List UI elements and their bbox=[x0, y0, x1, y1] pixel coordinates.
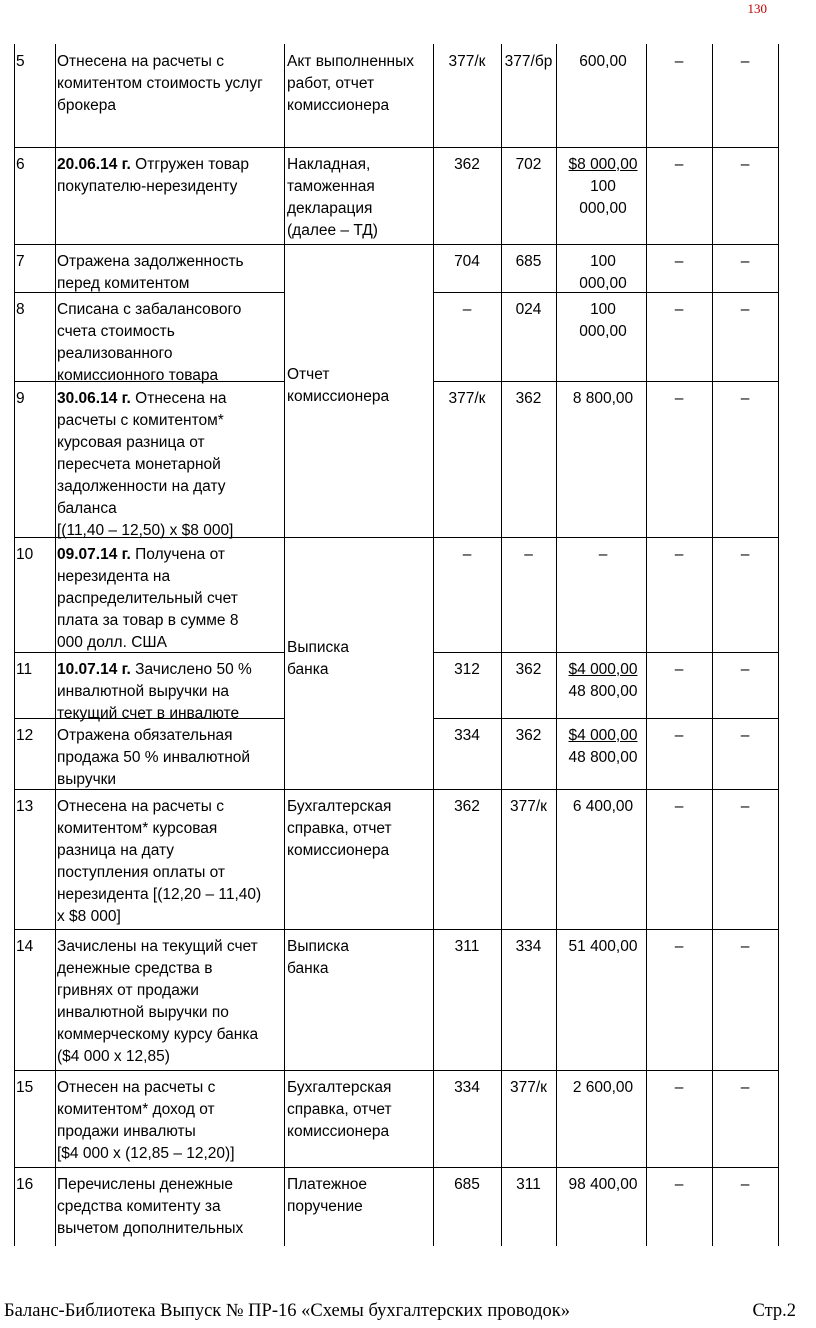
amount-currency: $4 000,00 bbox=[568, 727, 638, 744]
row-number: 14 bbox=[16, 938, 34, 955]
row-number: 6 bbox=[16, 156, 25, 173]
amount-uah: 8 800,00 bbox=[572, 390, 634, 407]
entry-text: Отражена обязательная продажа 50 % инвалютной выручки bbox=[57, 727, 251, 788]
column-divider bbox=[284, 44, 285, 1246]
entry-date: 10.07.14 г. bbox=[57, 661, 131, 678]
extra-column-1: – bbox=[674, 546, 684, 563]
extra-column-1: – bbox=[674, 798, 684, 815]
amount-uah: 2 600,00 bbox=[572, 1079, 634, 1096]
debit-account: 377/к bbox=[448, 53, 486, 70]
amount-uah: 51 400,00 bbox=[568, 938, 638, 955]
source-document: Платежное поручение bbox=[287, 1176, 368, 1215]
row-divider bbox=[14, 244, 779, 245]
debit-account: 362 bbox=[454, 798, 480, 815]
debit-account: 334 bbox=[454, 1079, 480, 1096]
entry-text: Отнесена на расчеты с комитентом* курсовая разница от пересчета монетарной задолженности на дату баланса [(11,40 – 12,50) х $8 000] bbox=[57, 390, 234, 539]
column-divider bbox=[556, 44, 557, 1246]
entry-description bbox=[57, 1077, 283, 1165]
row-number: 11 bbox=[16, 661, 33, 678]
column-divider bbox=[712, 44, 713, 1246]
column-divider bbox=[501, 44, 502, 1246]
extra-column-1: – bbox=[674, 301, 684, 318]
extra-column-2: – bbox=[740, 1079, 750, 1096]
extra-column-1: – bbox=[674, 390, 684, 407]
entry-description bbox=[57, 936, 283, 1068]
amount bbox=[556, 51, 650, 73]
entry-date: 30.06.14 г. bbox=[57, 390, 131, 407]
entry-description bbox=[57, 796, 283, 928]
debit-account: 311 bbox=[454, 938, 480, 955]
entry-text: Перечислены денежные средства комитенту за вычетом дополнительных bbox=[57, 1176, 244, 1237]
entry-text: Зачислено 50 % инвалютной выручки на текущий счет в инвалюте bbox=[57, 661, 252, 722]
extra-column-2: – bbox=[740, 253, 750, 270]
entry-text: Отнесена на расчеты с комитентом стоимость услуг брокера bbox=[57, 53, 263, 114]
credit-account: 334 bbox=[515, 938, 542, 955]
footer-page-label: Стр.2 bbox=[752, 1301, 796, 1321]
row-divider bbox=[14, 147, 779, 148]
entry-description bbox=[57, 251, 283, 295]
credit-account: 377/к bbox=[510, 798, 547, 815]
entry-description bbox=[57, 659, 283, 725]
amount bbox=[556, 251, 650, 295]
row-divider bbox=[433, 652, 779, 653]
entry-text: Зачислены на текущий счет денежные средства в гривнях от продажи инвалютной выручки по коммерческому курсу банка ($4 000 х 12,85) bbox=[57, 938, 259, 1065]
amount bbox=[556, 544, 650, 566]
amount-uah: 100 000,00 bbox=[579, 253, 627, 292]
row-number: 13 bbox=[16, 798, 34, 815]
extra-column-1: – bbox=[674, 1176, 684, 1193]
debit-account: 704 bbox=[454, 253, 480, 270]
entry-text: Получена от нерезидента на распределительный счет плата за товар в сумме 8 000 долл. США bbox=[57, 546, 239, 651]
merged-doc-bank: Выписка банка bbox=[287, 639, 350, 678]
amount-uah: 48 800,00 bbox=[568, 749, 638, 766]
column-divider bbox=[433, 44, 434, 1246]
extra-column-2: – bbox=[740, 546, 750, 563]
row-number: 8 bbox=[16, 301, 25, 318]
amount bbox=[556, 659, 650, 703]
row-divider bbox=[14, 929, 779, 930]
credit-account: 362 bbox=[515, 661, 542, 678]
debit-account: 685 bbox=[454, 1176, 480, 1193]
extra-column-2: – bbox=[740, 53, 750, 70]
entry-description bbox=[57, 51, 283, 117]
extra-column-1: – bbox=[674, 938, 684, 955]
page-footer bbox=[4, 1301, 804, 1322]
column-divider bbox=[646, 44, 647, 1246]
credit-account: – bbox=[524, 546, 533, 563]
credit-account: 377/к bbox=[510, 1079, 547, 1096]
amount bbox=[556, 936, 650, 958]
extra-column-1: – bbox=[674, 53, 684, 70]
amount-currency: $8 000,00 bbox=[568, 156, 638, 173]
entry-text: Отнесен на расчеты с комитентом* доход от продажи инвалюты [$4 000 х (12,85 – 12,20)] bbox=[57, 1079, 235, 1162]
credit-account: 377/бр bbox=[504, 53, 553, 70]
row-number: 9 bbox=[16, 390, 25, 407]
entry-date: 09.07.14 г. bbox=[57, 546, 131, 563]
amount-uah: 98 400,00 bbox=[568, 1176, 638, 1193]
extra-column-1: – bbox=[674, 156, 684, 173]
extra-column-2: – bbox=[740, 390, 750, 407]
entry-description bbox=[57, 299, 283, 387]
amount-uah: 600,00 bbox=[579, 53, 627, 70]
row-number: 5 bbox=[16, 53, 25, 70]
amount bbox=[556, 1077, 650, 1099]
amount-currency: $4 000,00 bbox=[568, 661, 638, 678]
column-divider bbox=[14, 44, 15, 1246]
debit-account: 362 bbox=[454, 156, 480, 173]
column-divider bbox=[55, 44, 56, 1246]
extra-column-2: – bbox=[740, 798, 750, 815]
amount bbox=[556, 725, 650, 769]
entry-text: Отнесена на расчеты с комитентом* курсовая разница на дату поступления оплаты от нерезидента [(12,20 – 11,40) х $8 000] bbox=[57, 798, 262, 925]
entry-text: Отгружен товар покупателю-нерезиденту bbox=[57, 156, 250, 195]
source-document: Бухгалтерская справка, отчет комиссионера bbox=[287, 798, 392, 859]
entry-description bbox=[57, 544, 283, 654]
entry-text: Отражена задолженность перед комитентом bbox=[57, 253, 244, 292]
debit-account: 334 bbox=[454, 727, 480, 744]
row-number: 10 bbox=[16, 546, 34, 563]
amount-uah: 48 800,00 bbox=[568, 683, 638, 700]
extra-column-2: – bbox=[740, 156, 750, 173]
debit-account: 312 bbox=[454, 661, 480, 678]
extra-column-2: – bbox=[740, 301, 750, 318]
entry-date: 20.06.14 г. bbox=[57, 156, 131, 173]
amount-uah: 6 400,00 bbox=[572, 798, 634, 815]
footer-title: Баланс-Библиотека Выпуск № ПР-16 «Схемы бухгалтерских проводок» bbox=[4, 1301, 571, 1321]
credit-account: 362 bbox=[515, 727, 542, 744]
credit-account: 685 bbox=[515, 253, 542, 270]
column-divider bbox=[778, 44, 779, 1246]
extra-column-2: – bbox=[740, 727, 750, 744]
entry-description bbox=[57, 1174, 283, 1240]
row-divider bbox=[433, 718, 779, 719]
row-divider bbox=[14, 1167, 779, 1168]
entry-text: Списана с забалансового счета стоимость реализованного комиссионного товара bbox=[57, 301, 242, 384]
extra-column-1: – bbox=[674, 1079, 684, 1096]
page-number: 130 bbox=[747, 1, 767, 16]
debit-account: – bbox=[462, 546, 472, 563]
debit-account: 377/к bbox=[448, 390, 486, 407]
row-number: 7 bbox=[16, 253, 25, 270]
row-number: 15 bbox=[16, 1079, 34, 1096]
entry-description bbox=[57, 154, 283, 198]
credit-account: 024 bbox=[515, 301, 542, 318]
row-divider bbox=[433, 381, 779, 382]
source-document: Выписка банка bbox=[287, 938, 350, 977]
debit-account: – bbox=[462, 301, 472, 318]
source-document: Бухгалтерская справка, отчет комиссионера bbox=[287, 1079, 392, 1140]
amount bbox=[556, 796, 650, 818]
extra-column-2: – bbox=[740, 661, 750, 678]
row-number: 16 bbox=[16, 1176, 34, 1193]
amount bbox=[556, 154, 650, 220]
source-document: Акт выполненных работ, отчет комиссионера bbox=[287, 53, 414, 114]
extra-column-1: – bbox=[674, 727, 684, 744]
amount-uah: 100 000,00 bbox=[579, 301, 627, 340]
entry-description bbox=[57, 388, 283, 542]
amount-uah: 100 000,00 bbox=[579, 178, 627, 217]
extra-column-1: – bbox=[674, 661, 684, 678]
amount bbox=[556, 299, 650, 343]
amount bbox=[556, 1174, 650, 1196]
credit-account: 362 bbox=[515, 390, 542, 407]
source-document: Накладная, таможенная декларация (далее – ТД) bbox=[287, 156, 378, 239]
credit-account: 311 bbox=[516, 1176, 541, 1193]
amount bbox=[556, 388, 650, 410]
credit-account: 702 bbox=[515, 156, 542, 173]
amount-uah: – bbox=[598, 546, 608, 563]
entry-description bbox=[57, 725, 283, 791]
extra-column-2: – bbox=[740, 938, 750, 955]
row-number: 12 bbox=[16, 727, 34, 744]
extra-column-2: – bbox=[740, 1176, 750, 1193]
merged-doc-report: Отчет комиссионера bbox=[287, 366, 390, 405]
row-divider bbox=[14, 1070, 779, 1071]
extra-column-1: – bbox=[674, 253, 684, 270]
